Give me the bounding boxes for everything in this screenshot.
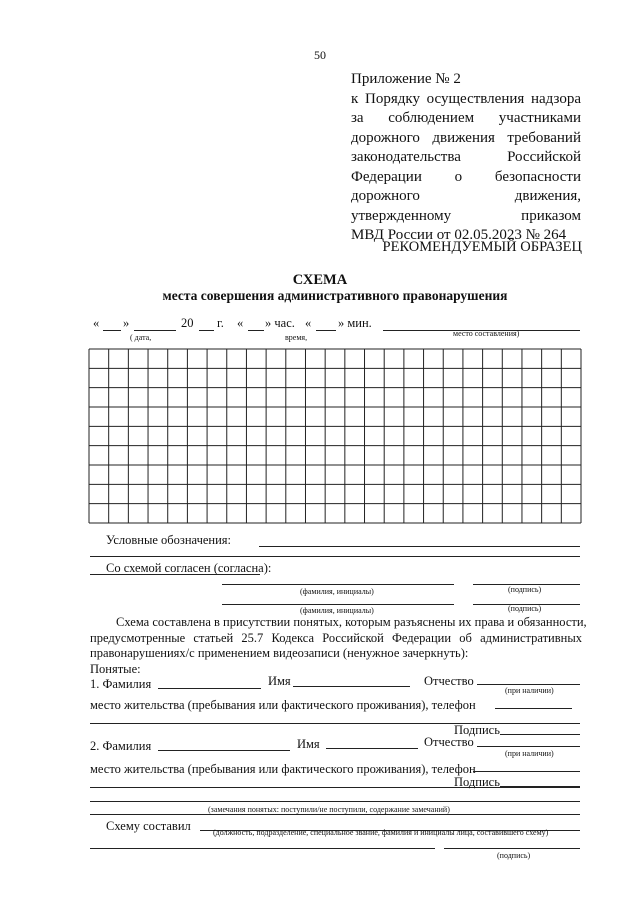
legend-field-line-2[interactable] (90, 556, 580, 557)
quote-open: « (93, 316, 100, 330)
compiler-field-line-2[interactable] (90, 848, 435, 849)
witness-residence-field-2[interactable] (90, 723, 580, 724)
witness-name-label: Имя (268, 674, 291, 688)
paragraph-line: предусмотренные статьей 25.7 Кодекса Российской Федерации об административных (90, 630, 582, 645)
appendix-line: Приложение № 2 (351, 71, 461, 87)
hours-label: » час. (265, 316, 295, 330)
day-field-line[interactable] (103, 330, 121, 331)
appendix-line: Федерации о безопасности (351, 168, 581, 185)
caption-place: место составления) (453, 329, 520, 338)
compiler-caption: (должность, подразделение, специальное звание, фамилия и инициалы лица, составившего схему) (213, 828, 549, 837)
quote-open: « (237, 316, 244, 330)
witness-residence-field-2[interactable] (90, 787, 580, 788)
year-field-line[interactable] (199, 330, 214, 331)
witness-paragraph (90, 615, 587, 677)
legend-label: Условные обозначения: (106, 533, 232, 547)
agreement-underline (90, 574, 260, 575)
remarks-field-line[interactable] (90, 801, 580, 802)
witness-name-field[interactable] (293, 686, 410, 687)
appendix-line: дорожного движения требований (351, 129, 581, 146)
if-any-caption: (при наличии) (505, 686, 554, 695)
minutes-field-line[interactable] (316, 330, 336, 331)
witness-surname-field[interactable] (158, 750, 290, 751)
drawing-grid[interactable] (88, 348, 582, 524)
witness-name-label: Имя (297, 737, 320, 751)
appendix-line: МВД России от 02.05.2023 № 264 (351, 227, 567, 243)
month-field-line[interactable] (134, 330, 176, 331)
paragraph-line: Понятые: (90, 661, 141, 676)
appendix-block (351, 70, 581, 246)
appendix-line: законодательства Российской (351, 149, 581, 165)
witness-patronymic-label: Отчество (424, 735, 474, 749)
minutes-label: » мин. (338, 316, 372, 330)
quote-open: « (305, 316, 312, 330)
caption-sign: (подпись) (508, 585, 542, 594)
compiler-label: Схему составил (106, 819, 191, 833)
witness-residence-field[interactable] (495, 708, 572, 709)
remarks-caption: (замечания понятых: поступили/не поступили, содержание замечаний) (208, 805, 450, 814)
year-suffix: г. (217, 316, 224, 330)
witness-residence-field[interactable] (473, 771, 580, 772)
witness-signature-label: Подпись (454, 775, 500, 789)
witness-patronymic-field[interactable] (477, 746, 580, 747)
document-title: СХЕМА (292, 272, 348, 288)
paragraph-line: правонарушениях/с применением видеозаписи (ненужное зачеркнуть): (90, 646, 469, 660)
appendix-line: за соблюдением участниками (351, 110, 581, 126)
remarks-field-line-2[interactable] (90, 814, 580, 815)
witness-surname-field[interactable] (158, 688, 261, 689)
witness-patronymic-label: Отчество (424, 674, 474, 688)
legend-field-line[interactable] (259, 546, 580, 547)
witness-surname-label: 2. Фамилия (90, 739, 152, 753)
witness-name-field[interactable] (326, 748, 418, 749)
compiler-sign-field[interactable] (444, 848, 580, 849)
paragraph-line: Схема составлена в присутствии понятых, которым разъяснены их права и обязанности, (116, 615, 587, 629)
witness-signature-field[interactable] (500, 786, 580, 787)
quote-close: » (123, 316, 130, 330)
document-subtitle: места совершения административного правонарушения (162, 288, 508, 303)
witness-patronymic-field[interactable] (477, 684, 580, 685)
witness-surname-label: 1. Фамилия (90, 677, 152, 691)
appendix-line: дорожного движения, (351, 188, 581, 204)
fio-field-line-1[interactable] (222, 584, 454, 585)
witness-residence-label: место жительства (пребывания или фактического проживания), телефон (90, 698, 476, 712)
caption-sign: (подпись) (508, 604, 542, 613)
caption-fio: (фамилия, инициалы) (300, 587, 374, 596)
witness-signature-field[interactable] (500, 734, 580, 735)
witness-signature-label: Подпись (454, 723, 500, 737)
agreement-label: Со схемой согласен (согласна): (106, 561, 272, 575)
hours-field-line[interactable] (248, 330, 264, 331)
fio-field-line-2[interactable] (222, 604, 454, 605)
if-any-caption: (при наличии) (505, 749, 554, 758)
appendix-line: к Порядку осуществления надзора (351, 90, 581, 107)
caption-date: ( дата, (130, 333, 152, 342)
page-number: 50 (314, 48, 326, 62)
appendix-line: утвержденному приказом (351, 207, 581, 224)
caption-time: время, (285, 333, 308, 342)
year-prefix: 20 (181, 316, 194, 330)
compiler-sign-caption: (подпись) (497, 851, 531, 860)
caption-fio: (фамилия, инициалы) (300, 606, 374, 615)
witness-residence-label: место жительства (пребывания или фактического проживания), телефон (90, 762, 476, 776)
sample-label: РЕКОМЕНДУЕМЫЙ ОБРАЗЕЦ (382, 239, 582, 255)
